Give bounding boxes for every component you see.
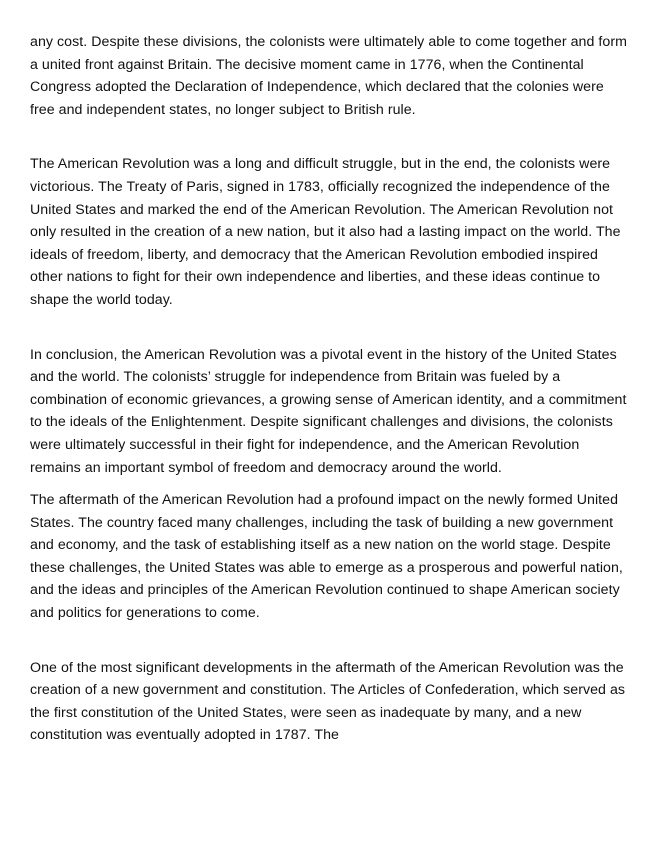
paragraph-declaration: any cost. Despite these divisions, the colonists were ultimately able to come together and form a united front against Britain. The decisive moment came in 1776, when the Continental Congress adopted the Declaration of Independence, which declared that the colonies were free and independent states, no longer subject to British rule. — [30, 34, 627, 118]
paragraph-conclusion: In conclusion, the American Revolution was a pivotal event in the history of the United States and the world. The colonists’ struggle for independence from Britain was fueled by a combination of economic grievances, a growing sense of American identity, and a commitment to the ideals of the Enlightenment. Despite significant challenges and divisions, the colonists were ultimately successful in their fight for independence, and the American Revolution remains an important symbol of freedom and democracy around the world. — [30, 346, 627, 476]
paragraph-treaty-of-paris: The American Revolution was a long and difficult struggle, but in the end, the colonists were victorious. The Treaty of Paris, signed in 1783, officially recognized the independence of the United States and marked the end of the American Revolution. The American Revolution not only resulted in the creation of a new nation, but it also had a lasting impact on the world. The ideals of freedom, liberty, and democracy that the American Revolution embodied inspired other nations to fight for their own independence and liberties, and these ideas continue to shape the world today. — [30, 156, 621, 308]
document-page — [30, 31, 630, 747]
paragraph-constitution: One of the most significant developments in the aftermath of the American Revolution was the creation of a new government and constitution. The Articles of Confederation, which served as the first constitution of the United States, were seen as inadequate by many, and a new constitution was eventually adopted in 1787. The — [30, 659, 626, 744]
paragraph-aftermath: The aftermath of the American Revolution had a profound impact on the newly formed United States. The country faced many challenges, including the task of building a new government and economy, and the task of establishing itself as a new nation on the world stage. Despite these challenges, the United States was able to emerge as a prosperous and powerful nation, and the ideas and principles of the American Revolution continued to shape American society and politics for generations to come. — [30, 492, 623, 622]
